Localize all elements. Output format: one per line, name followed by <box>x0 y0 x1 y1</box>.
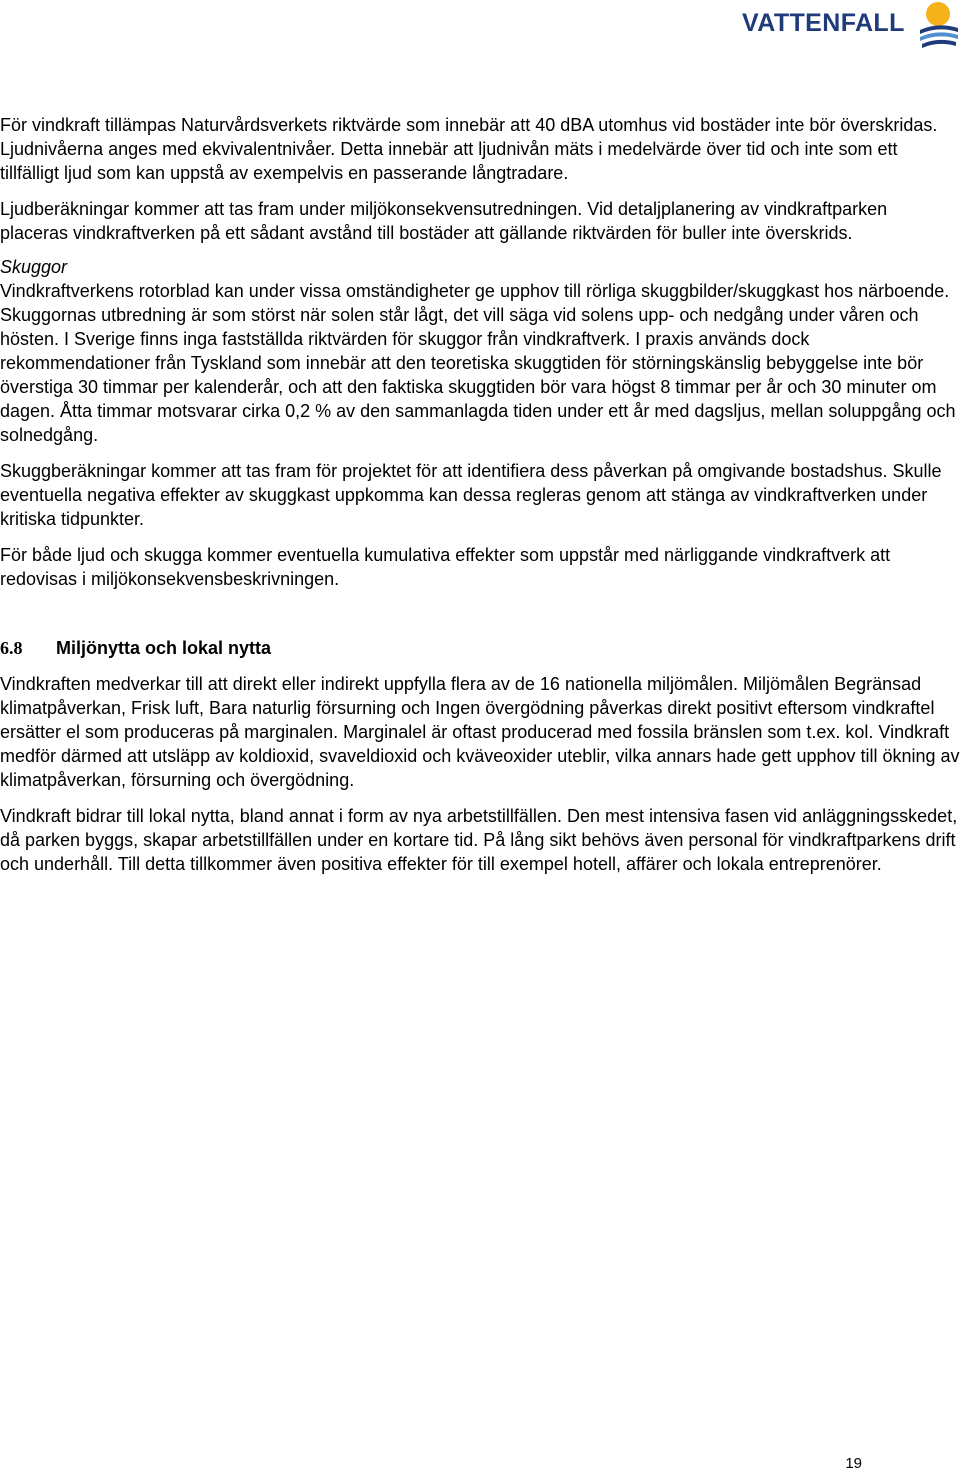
page-number: 19 <box>845 1455 862 1472</box>
paragraph-shadow-calculations: Skuggberäkningar kommer att tas fram för projektet för att identifiera dess påverkan på omgivande bostadshus. Skulle eventuella negativa effekter av skuggkast uppkomma kan dessa regleras genom att stänga av vindkraftverken under kritiska tidpunkter. <box>0 461 942 529</box>
vattenfall-logo <box>730 0 960 56</box>
paragraph-cumulative-effects: För både ljud och skugga kommer eventuella kumulativa effekter som uppstår med närliggande vindkraftverk att redovisas i miljökonsekvensbeskrivningen. <box>0 545 891 589</box>
document-body <box>0 113 960 876</box>
paragraph-noise-calculations: Ljudberäkningar kommer att tas fram under miljökonsekvensutredningen. Vid detaljplanering av vindkraftparken placeras vindkraftverken på ett sådant avstånd till bostäder att gällande riktvärden för buller inte överskrids. <box>0 199 888 243</box>
section-title: Miljönytta och lokal nytta <box>56 638 272 658</box>
paragraph-noise-guideline: För vindkraft tillämpas Naturvårdsverkets riktvärde som innebär att 40 dBA utomhus vid bostäder inte bör överskridas. Ljudnivåerna anges med ekvivalentnivåer. Detta innebär att ljudnivån mäts i medelvärde över tid och inte som ett tillfälligt ljud som kan uppstå av exempelvis en passerande långtradare. <box>0 115 938 183</box>
vattenfall-sun-icon <box>916 0 960 50</box>
section-heading <box>0 636 960 660</box>
subheading-skuggor: Skuggor <box>0 257 68 277</box>
paragraph-local-benefit: Vindkraft bidrar till lokal nytta, bland annat i form av nya arbetstillfällen. Den mest intensiva fasen vid anläggningsskedet, då parken byggs, skapar arbetstillfällen under en kortare tid. På lång sikt behövs även personal för vindkraftparkens drift och underhåll. Till detta tillkommer även positiva effekter för till exempel hotell, affärer och lokala entreprenörer. <box>0 806 958 874</box>
paragraph-shadow-flicker: Vindkraftverkens rotorblad kan under vissa omständigheter ge upphov till rörliga skuggbilder/skuggkast hos närboende. Skuggornas utbredning är som störst när solen står lågt, det vill säga vid solens upp- och nedgång under våren och hösten. I Sverige finns inga fastställda riktvärden för skuggor från vindkraftverk. I praxis används dock rekommendationer från Tyskland som innebär att den teoretiska skuggtiden för störningskänslig bebyggelse inte bör överstiga 30 timmar per kalenderår, och att den faktiska skuggtiden bör vara högst 8 timmar per år och 30 minuter om dagen. Åtta timmar motsvarar cirka 0,2 % av den sammanlagda tiden under ett år med dagsljus, mellan soluppgång och solnedgång. <box>0 281 956 445</box>
section-number: 6.8 <box>0 638 23 658</box>
paragraph-environmental-goals: Vindkraften medverkar till att direkt eller indirekt uppfylla flera av de 16 nationella miljömålen. Miljömålen Begränsad klimatpåverkan, Frisk luft, Bara naturlig försurning och Ingen övergödning påverkas direkt positivt eftersom vindkraftel ersätter el som produceras på marginalen. Marginalel är oftast producerad med fossila bränslen som t.ex. kol. Vindkraft medför därmed att utsläpp av koldioxid, svaveldioxid och kväveoxider uteblir, vilka annars hade gett upphov till ökning av klimatpåverkan, försurning och övergödning. <box>0 674 960 790</box>
logo-wordmark: VATTENFALL <box>742 9 905 37</box>
